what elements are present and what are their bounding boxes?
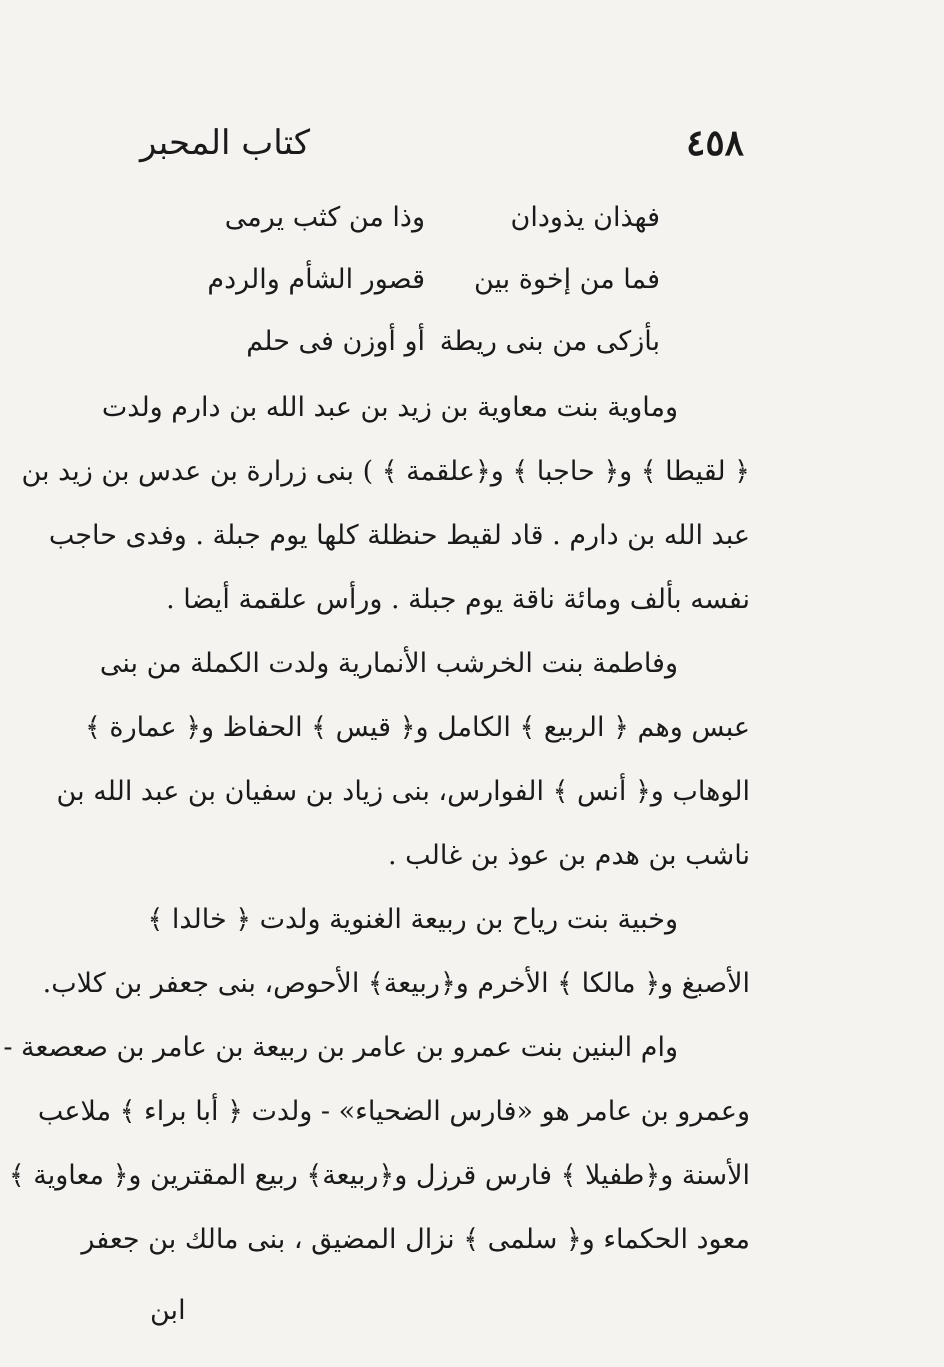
verse-line [215,186,660,248]
running-title: كتاب المحبر [140,123,311,163]
prose-body [3,376,750,1272]
poem-verses [207,186,660,372]
page-header [140,118,744,168]
verse-second-hemistich: وذا من كثب يرمى [224,201,425,233]
page-number: ٤٥٨ [685,122,744,164]
prose-line: وماوية بنت معاوية بن زيد بن عبد الله بن دارم ولدت [101,392,678,423]
verse-line [215,310,660,372]
prose-line: معود الحكماء و﴿ سلمى ﴾ نزال المضيق ، بنى مالك بن جعفر [81,1224,750,1255]
verse-first-hemistich: فهذان يذودان [510,201,660,233]
prose-line: وخبية بنت رياح بن ربيعة الغنوية ولدت ﴿ خالدا ﴾ [147,904,678,935]
prose-line: ﴿ لقيطا ﴾ و﴿ حاجبا ﴾ و﴿علقمة ﴾ ) بنى زرارة بن عدس بن زيد بن [21,456,750,487]
verse-line [207,248,660,310]
prose-line: وام البنين بنت عمرو بن عامر بن ربيعة بن عامر بن صعصعة - [3,1032,678,1063]
verse-first-hemistich: بأزكى من بنى ريطة [439,325,660,357]
prose-line: ناشب بن هدم بن عوذ بن غالب . [387,840,750,871]
prose-line: الأسنة و﴿طفيلا ﴾ فارس قرزل و﴿ربيعة﴾ ربيع المقترين و﴿ معاوية ﴾ [8,1160,750,1191]
prose-line: الأصبغ و﴿ مالكا ﴾ الأخرم و﴿ربيعة﴾ الأحوص، بنى جعفر بن كلاب. [42,968,750,999]
verse-second-hemistich: أو أوزن فى حلم [246,325,425,357]
prose-line: عبد الله بن دارم . قاد لقيط حنظلة كلها يوم جبلة . وفدى حاجب [48,520,750,551]
prose-line: الوهاب و﴿ أنس ﴾ الفوارس، بنى زياد بن سفيان بن عبد الله بن [56,776,750,807]
verse-first-hemistich: فما من إخوة بين [473,263,660,295]
prose-line: وعمرو بن عامر هو «فارس الضحياء» - ولدت ﴿ أبا براء ﴾ ملاعب [37,1096,750,1127]
catchword: ابن [150,1295,186,1326]
verse-second-hemistich: قصور الشأم والردم [207,263,425,295]
prose-line: عبس وهم ﴿ الربيع ﴾ الكامل و﴿ قيس ﴾ الحفاظ و﴿ عمارة ﴾ [85,712,750,743]
prose-line: نفسه بألف ومائة ناقة يوم جبلة . ورأس علقمة أيضا . [166,584,750,615]
prose-line: وفاطمة بنت الخرشب الأنمارية ولدت الكملة من بنى [99,648,678,679]
